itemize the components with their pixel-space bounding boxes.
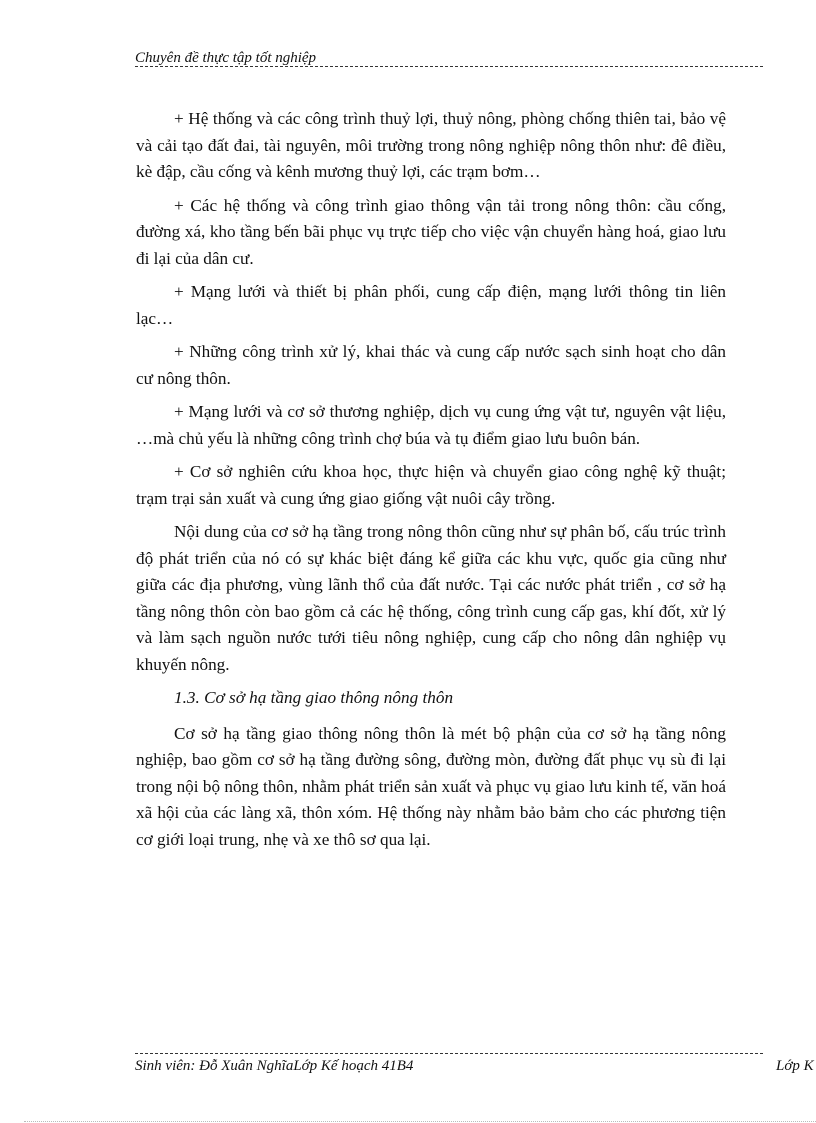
paragraph-content: Nội dung của cơ sở hạ tầng trong nông thôn cũng như sự phân bố, cấu trúc trình độ phát triển của nó có sự khác biệt đáng kể giữa các khu vực, quốc gia cũng như giữa các địa phương, vùng lãnh thổ của đất nước. Tại các nước phát triển , cơ sở hạ tầng nông thôn còn bao gồm cả các hệ thống, công trình cung cấp gas, khí đốt, xử lý và làm sạch nguồn nước tưới tiêu nông nghiệp, cung cấp cho nông dân nghiệp vụ khuyến nông.	[136, 522, 726, 674]
page-header: Chuyên đề thực tập tốt nghiệp	[135, 50, 317, 66]
paragraph-irrigation: + Hệ thống và các công trình thuỷ lợi, thuỷ nông, phòng chống thiên tai, bảo vệ và cải tạo đất đai, tài nguyên, môi trường trong nông nghiệp nông thôn như: đê điều, kè đập, cầu cống và kênh mương thuỷ lợi, các trạm bơm…	[136, 109, 726, 181]
footer-student: Sinh viên: Đỗ Xuân NghĩaLớp Kế hoạch 41B4	[135, 1058, 414, 1074]
paragraph-commerce: + Mạng lưới và cơ sở thương nghiệp, dịch vụ cung ứng vật tư, nguyên vật liệu, …mà chủ yếu là những công trình chợ búa và tụ điểm giao lưu buôn bán.	[136, 402, 726, 448]
paragraph-transport: + Các hệ thống và công trình giao thông vận tải trong nông thôn: cầu cống, đường xá, kho tầng bến bãi phục vụ trực tiếp cho việc vận chuyển hàng hoá, giao lưu đi lại của dân cư.	[136, 195, 726, 268]
paragraph-rural-transport: Cơ sở hạ tầng giao thông nông thôn là mét bộ phận của cơ sở hạ tầng nông nghiệp, bao gồm cơ sở hạ tầng đường sông, đường mòn, đường đất phục vụ sù đi lại trong nội bộ nông thôn, nhằm phát triển sản xuất và phục vụ giao lưu kinh tế, văn hoá xã hội của các làng xã, thôn xóm. Hệ thống này nhằm bảo bảm cho các phương tiện cơ giới loại trung, nhẹ và xe thô sơ qua lại.	[136, 723, 726, 849]
footer-divider	[135, 1053, 763, 1054]
document-body	[136, 106, 726, 860]
paragraph-water: + Những công trình xử lý, khai thác và cung cấp nước sạch sinh hoạt cho dân cư nông thôn.	[136, 342, 726, 388]
header-divider	[135, 66, 763, 67]
section-heading: 1.3. Cơ sở hạ tầng giao thông nông thôn	[174, 688, 454, 707]
footer-class: Lớp K	[776, 1058, 814, 1074]
paragraph-research: + Cơ sở nghiên cứu khoa học, thực hiện và chuyển giao công nghệ kỹ thuật; trạm trại sản xuất và cung ứng giao giống vật nuôi cây trồng.	[136, 462, 726, 508]
page-bottom-edge	[24, 1121, 816, 1122]
paragraph-power: + Mạng lưới và thiết bị phân phối, cung cấp điện, mạng lưới thông tin liên lạc…	[136, 282, 726, 328]
